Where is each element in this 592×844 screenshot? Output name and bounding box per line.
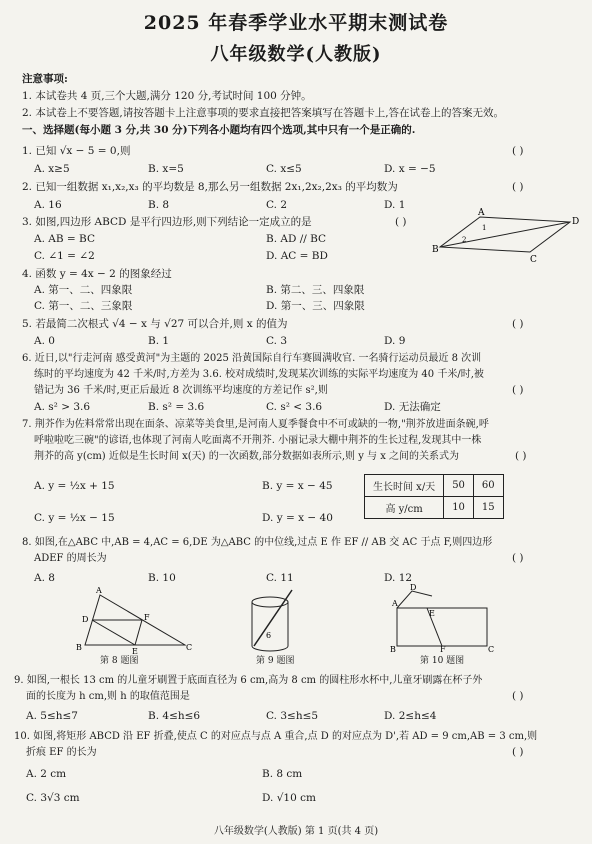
q4-option-a: A. 第一、二、四象限 (34, 284, 133, 296)
figure-q10-fold (390, 583, 502, 654)
answer-paren-8: ( ) (512, 552, 524, 564)
q8-option-a: A. 8 (34, 572, 55, 584)
q2-option-c: C. 2 (266, 199, 288, 211)
q4-option-b: B. 第二、三、四象限 (266, 284, 365, 296)
q1-option-b: B. x=5 (148, 163, 184, 175)
fig10-label-f: F (440, 645, 446, 654)
q8-option-c: C. 11 (266, 572, 294, 584)
q3-option-d: D. AC = BD (266, 250, 328, 262)
note-item-1: 1. 本试卷共 4 页,三个大题,满分 120 分,考试时间 100 分钟。 (22, 90, 312, 102)
q6-option-b: B. s² = 3.6 (148, 401, 205, 413)
answer-paren-10: ( ) (512, 746, 524, 758)
q8-option-b: B. 10 (148, 572, 176, 584)
fig3-label-a: A (478, 208, 485, 218)
fig10-label-d: D (410, 583, 417, 592)
answer-paren-5: ( ) (512, 318, 524, 330)
q7-option-d: D. y = x − 40 (262, 512, 333, 524)
answer-paren-3: ( ) (395, 216, 407, 228)
q7-option-b: B. y = x − 45 (262, 480, 333, 492)
question-8-line-1: 8. 如图,在△ABC 中,AB = 4,AC = 6,DE 为△ABC 的中位线,过点 E 作 EF // AB 交 AC 于点 F,则四边形 (22, 537, 493, 548)
notes-heading: 注意事项: (22, 73, 68, 85)
fig10-label-b: B (390, 645, 396, 654)
figure-8-caption: 第 8 题图 (100, 656, 139, 666)
q9-option-d: D. 2≤h≤4 (384, 710, 437, 722)
answer-paren-1: ( ) (512, 145, 524, 157)
q6-option-a: A. s² > 3.6 (34, 401, 91, 413)
q3-option-b: B. AD // BC (266, 233, 327, 245)
fig10-label-a: A (392, 599, 398, 608)
table-cell: 高 y/cm (365, 497, 444, 519)
table-cell: 生长时间 x/天 (365, 475, 444, 497)
fig3-angle-2: 2 (462, 236, 467, 244)
table-row (365, 497, 504, 519)
q4-option-d: D. 第一、三、四象限 (266, 300, 365, 312)
fig8-label-b: B (76, 643, 82, 652)
figure-9-caption: 第 9 题图 (256, 656, 295, 666)
q5-option-c: C. 3 (266, 335, 288, 347)
answer-paren-2: ( ) (512, 181, 524, 193)
fig10-label-e: E (429, 609, 435, 618)
note-item-2: 2. 本试卷上不要答题,请按答题卡上注意事项的要求直接把答案填写在答题卡上,答在试卷上的答案无效。 (22, 107, 505, 119)
q7-option-c: C. y = ½x − 15 (34, 512, 115, 524)
fig8-label-f: F (144, 613, 150, 622)
q10-option-c: C. 3√3 cm (26, 792, 80, 804)
table-cell: 50 (444, 475, 474, 497)
q2-option-b: B. 8 (148, 199, 170, 211)
question-9-line-1: 9. 如图,一根长 13 cm 的儿童牙刷置于底面直径为 6 cm,高为 8 cm 的圆柱形水杯中,儿童牙刷露在杯子外 (14, 675, 483, 686)
fig3-angle-1: 1 (482, 224, 487, 232)
question-10-line-2: 折痕 EF 的长为 (26, 747, 97, 758)
fig9-label-6: 6 (266, 631, 272, 640)
q4-option-c: C. 第一、二、三象限 (34, 300, 133, 312)
page-footer: 八年级数学(人教版) 第 1 页(共 4 页) (213, 826, 379, 837)
exam-subtitle: 八年级数学(人教版) (210, 44, 382, 65)
q2-option-a: A. 16 (34, 199, 62, 211)
question-8-line-2: ADEF 的周长为 (34, 553, 107, 564)
question-7-line-3: 荆芥的高 y(cm) 近似是生长时间 x(天) 的一次函数,部分数据如表所示,则 y 与 x 之间的关系式为 (34, 451, 460, 462)
q10-option-b: B. 8 cm (262, 768, 303, 780)
fig8-label-a: A (96, 586, 102, 595)
figure-10-caption: 第 10 题图 (420, 656, 465, 666)
question-1-stem: 1. 已知 √x − 5 = 0,则 (22, 145, 131, 157)
fig8-label-c: C (186, 643, 193, 652)
q9-option-b: B. 4≤h≤6 (148, 710, 201, 722)
figure-q3-parallelogram (430, 208, 580, 265)
growth-table (364, 474, 504, 519)
q10-option-d: D. √10 cm (262, 792, 316, 804)
q3-option-c: C. ∠1 = ∠2 (34, 250, 95, 262)
figure-q8-triangle (76, 586, 193, 656)
q5-option-b: B. 1 (148, 335, 170, 347)
question-6-line-2: 练时的平均速度为 42 千米/时,方差为 3.6. 校对成绩时,发现某次训练的实际平均速度为 40 千米/时,被 (34, 369, 484, 380)
question-10-line-1: 10. 如图,将矩形 ABCD 沿 EF 折叠,使点 C 的对应点与点 A 重合,点 D 的对应点为 D',若 AD = 9 cm,AB = 3 cm,则 (14, 731, 538, 742)
answer-paren-9: ( ) (512, 690, 524, 702)
question-3-stem: 3. 如图,四边形 ABCD 是平行四边形,则下列结论一定成立的是 (22, 216, 312, 228)
question-6-line-3: 错记为 36 千米/时,更正后最近 8 次训练平均速度的方差记作 s²,则 (34, 385, 328, 396)
q9-option-a: A. 5≤h≤7 (26, 710, 78, 722)
question-7-line-2: 呼啦啦吃三碗"的谚语,也体现了河南人吃面离不开荆芥. 小丽记录大棚中荆芥的生长过程,发现其中一株 (34, 435, 482, 446)
q5-option-a: A. 0 (34, 335, 55, 347)
figure-q9-cylinder (248, 588, 308, 656)
q2-option-d: D. 1 (384, 199, 406, 211)
question-6-line-1: 6. 近日,以"行走河南 感受黄河"为主题的 2025 沿黄国际自行车赛圆满收官. 一名骑行运动员最近 8 次训 (22, 353, 482, 364)
q1-option-a: A. x≥5 (34, 163, 70, 175)
question-4-stem: 4. 函数 y = 4x − 2 的图象经过 (22, 268, 172, 280)
answer-paren-7: ( ) (515, 450, 527, 462)
q3-option-a: A. AB = BC (34, 233, 95, 245)
answer-paren-6: ( ) (512, 384, 524, 396)
section-heading: 一、选择题(每小题 3 分,共 30 分)下列各小题均有四个选项,其中只有一个是正确的. (22, 124, 416, 136)
exam-title: 2025 年春季学业水平期末测试卷 (143, 12, 449, 34)
question-2-stem: 2. 已知一组数据 x₁,x₂,x₃ 的平均数是 8,那么另一组数据 2x₁,2x₂,2x₃ 的平均数为 (22, 181, 398, 193)
fig3-label-c: C (530, 255, 537, 265)
table-cell: 10 (444, 497, 474, 519)
q8-option-d: D. 12 (384, 572, 413, 584)
table-row (365, 475, 504, 497)
question-5-stem: 5. 若最简二次根式 √4 − x 与 √27 可以合并,则 x 的值为 (22, 318, 288, 330)
fig3-label-d: D (572, 217, 580, 227)
q6-option-c: C. s² < 3.6 (266, 401, 323, 413)
q1-option-c: C. x≤5 (266, 163, 302, 175)
q6-option-d: D. 无法确定 (384, 401, 441, 413)
fig10-label-c: C (488, 645, 495, 654)
fig3-label-b: B (432, 245, 439, 255)
q7-option-a: A. y = ½x + 15 (34, 480, 115, 492)
fig8-label-d: D (82, 615, 89, 624)
q5-option-d: D. 9 (384, 335, 406, 347)
table-cell: 15 (473, 497, 503, 519)
fig8-label-e: E (132, 647, 138, 656)
question-7-line-1: 7. 荆芥作为佐料常常出现在面条、凉菜等美食里,是河南人夏季餐食中不可或缺的一物,"荆芥放进面条碗,呼 (22, 419, 489, 430)
q1-option-d: D. x = −5 (384, 163, 436, 175)
q10-option-a: A. 2 cm (26, 768, 67, 780)
table-cell: 60 (473, 475, 503, 497)
question-9-line-2: 面的长度为 h cm,则 h 的取值范围是 (26, 691, 190, 702)
q9-option-c: C. 3≤h≤5 (266, 710, 319, 722)
